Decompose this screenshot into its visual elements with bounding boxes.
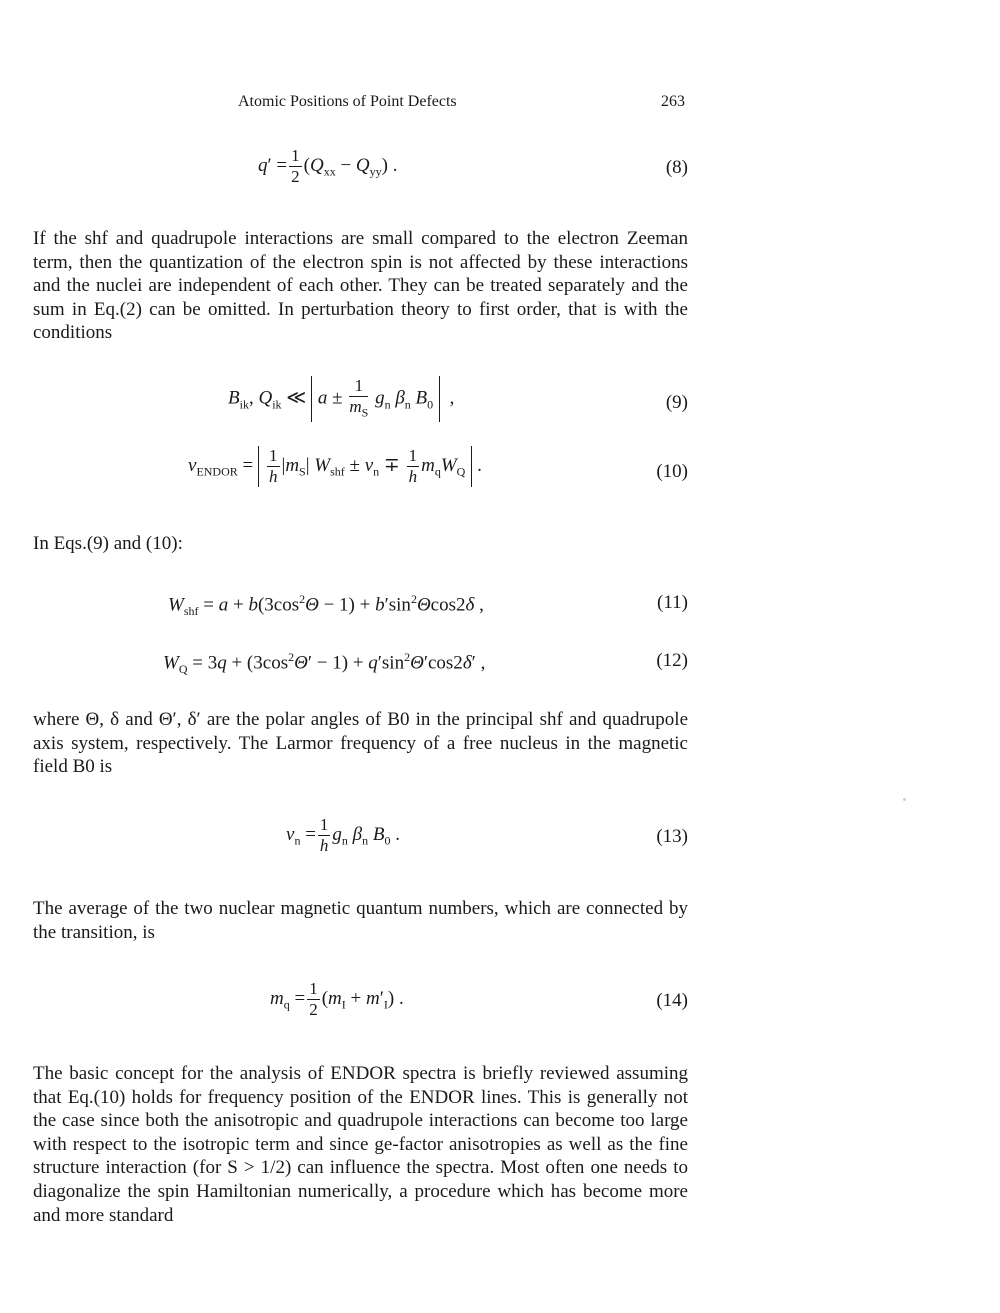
equation-number-12: (12) (656, 650, 688, 671)
running-header-title: Atomic Positions of Point Defects (238, 93, 457, 110)
paragraph-polar-angles: where Θ, δ and Θ′, δ′ are the polar angles of B0 in the principal shf and quadrupole axis system, respectively. The Larmor frequency of a free nucleus in the magnetic field B0 is (33, 709, 688, 778)
equation-13: $\nu_n$ = $\frac{1}{h}$ $g_n$ $\beta_n$ $B_0$ . (286, 815, 400, 855)
paragraph-basic-concept: The basic concept for the analysis of ENDOR spectra is briefly reviewed assuming that Eq.(10) holds for frequency position of the ENDOR lines. This is generally not the case since both the anisotropic and quadrupole interactions can become too large with respect to the isotropic term and since ge-factor anisotropies as well as the fine structure interaction (for S > 1/2) can influence the spectra. Most often one needs to diagonalize the spin Hamiltonian numerically, a procedure which has become more and more standard (33, 1063, 688, 1226)
equation-number-11: (11) (657, 592, 688, 613)
equation-10: $\nu_{ENDOR}$ = $\frac{1}{h}$ $|m_S|$ $W_{shf} \pm \nu_n$ ∓ $\frac{1}{h}$ $m_qW_Q$ . (188, 446, 482, 486)
equation-number-14: (14) (656, 990, 688, 1011)
scan-speck (903, 798, 906, 801)
paragraph-in-eqs: In Eqs.(9) and (10): (33, 533, 183, 554)
equation-12: $W_Q = 3q + (3\cos^2\Theta' - 1) + q'\sin^2\Theta'\cos 2\delta'$ , (163, 650, 486, 677)
page-number: 263 (661, 93, 685, 110)
equation-number-8: (8) (665, 157, 688, 178)
equation-number-13: (13) (656, 826, 688, 847)
equation-9: $B_{ik}$, $Q_{ik}$ ≪ a ± $\frac{1}{m_S}$ $g_n$ $\beta_n$ $B_0$ , (228, 376, 454, 422)
equation-number-10: (10) (656, 461, 688, 482)
paragraph-average-quantum-numbers: The average of the two nuclear magnetic quantum numbers, which are connected by the transition, is (33, 898, 688, 943)
equation-8: q′ = $\frac{1}{2}$ $(Q_{xx} - Q_{yy})$ . (258, 146, 398, 186)
equation-14: $m_q$ = $\frac{1}{2}$ $(m_I + m'_I)$ . (270, 979, 404, 1019)
equation-number-9: (9) (665, 392, 688, 413)
paragraph-shf-quadrupole: If the shf and quadrupole interactions are small compared to the electron Zeeman term, then the quantization of the electron spin is not affected by these interactions and the nuclei are independent of each other. They can be treated separately and the sum in Eq.(2) can be omitted. In perturbation theory to first order, that is with the conditions (33, 228, 688, 344)
equation-11: $W_{shf} = a + b(3\cos^2\Theta - 1) + b'\sin^2\Theta\cos 2\delta$ , (168, 592, 484, 619)
